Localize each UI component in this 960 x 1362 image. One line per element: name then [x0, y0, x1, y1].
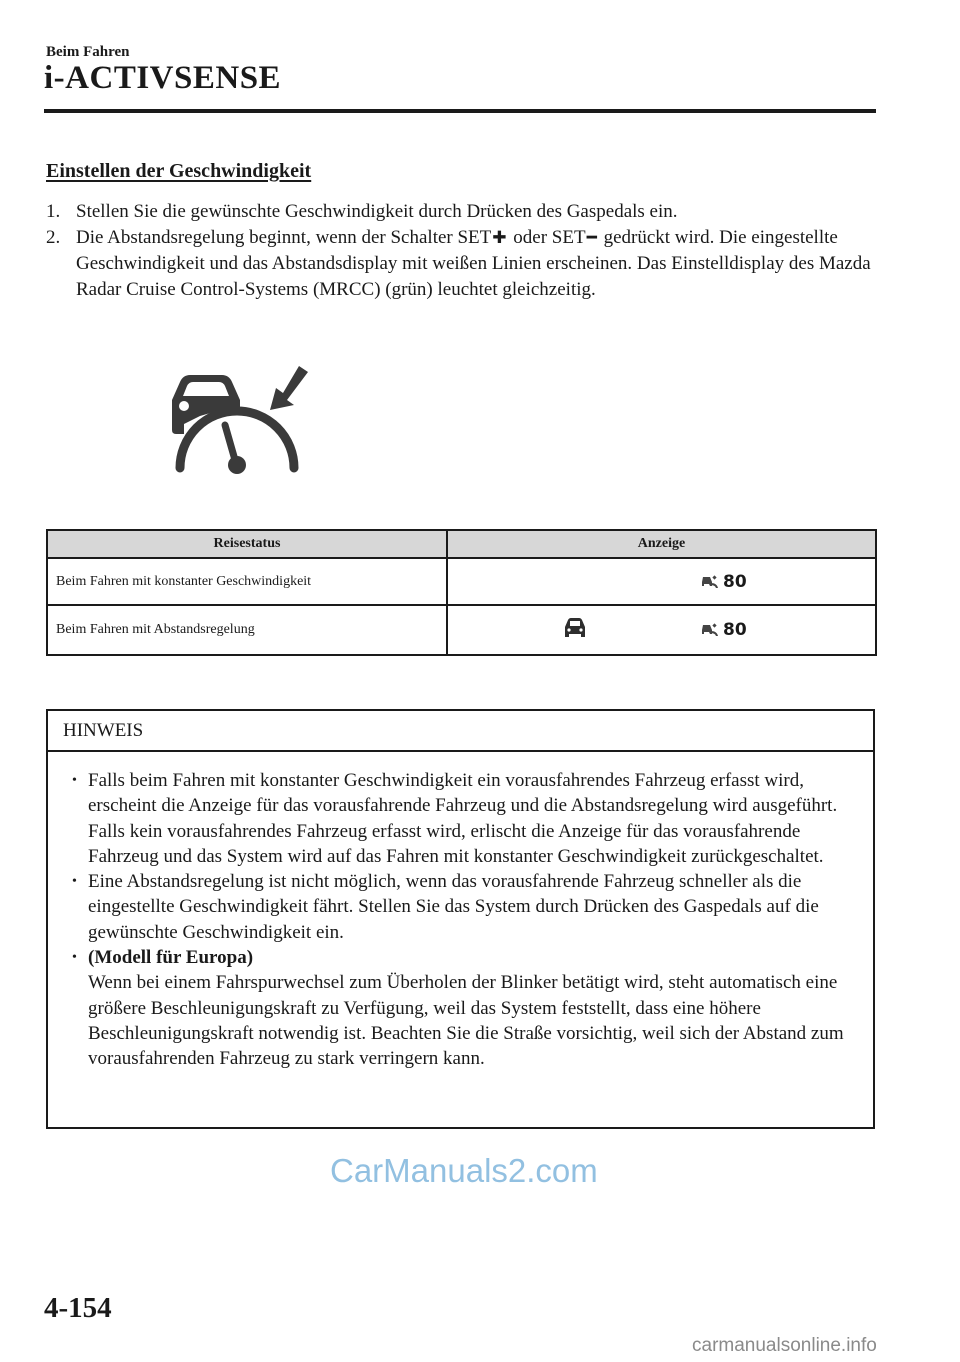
- note-text: Falls beim Fahren mit konstanter Geschwindigkeit ein vorausfahrendes Fahrzeug erfasst wird, erscheint die Anzeige für das vorausfahrende Fahrzeug und die Abstandsregelung wird ausgeführt. Falls kein vorausfahrendes Fahrzeug erfasst wird, erlischt die Anzeige für das vorausfahrende Fahrzeug und das System wird auf das Fahren mit konstanter Geschwindigkeit zurückgeschaltet.: [88, 770, 838, 867]
- mrcc-indicator-icon: [152, 360, 312, 485]
- set-speed-display: [701, 620, 747, 640]
- needle-hub: [228, 456, 246, 474]
- mrcc-mini-icon: [701, 574, 719, 590]
- set-plus-icon: ✚: [492, 227, 507, 248]
- note-bold: • (Modell für Europa): [88, 947, 254, 969]
- footer-site: carmanualsonline.info: [692, 1335, 877, 1356]
- note-title: HINWEIS: [48, 711, 873, 752]
- page-number: 4-154: [44, 1292, 112, 1324]
- note-list: [48, 752, 873, 1072]
- display-cell: [447, 605, 876, 655]
- speedometer-tick: [272, 437, 278, 443]
- set-speed-display: [701, 572, 747, 592]
- section-label: Beim Fahren: [46, 44, 130, 60]
- set-speed-value: 80: [723, 571, 747, 592]
- steps-list: [46, 199, 876, 302]
- note-text: Eine Abstandsregelung ist nicht möglich, wenn das vorausfahrende Fahrzeug schneller als die eingestellte Geschwindigkeit fährt. Stellen Sie das System durch Drücken des Gaspedals auf die gewünschte Geschwindigkeit ein.: [88, 871, 819, 943]
- title-rule: [44, 109, 876, 113]
- display-cell: [447, 558, 876, 605]
- step-text: Stellen Sie die gewünschte Geschwindigkeit durch Drücken des Gaspedals ein.: [76, 201, 678, 222]
- note-text: Wenn bei einem Fahrspurwechsel zum Überholen der Blinker betätigt wird, steht automatisch eine größere Beschleunigungskraft zu Verfügung, weil das System feststellt, dass eine höhere Beschleunigungskraft notwendig ist. Beachten Sie die Straße vorsichtig, weil sich der Abstand zum vorausfahrenden Fahrzeug zu stark verringern kann.: [88, 972, 844, 1070]
- list-item: [72, 869, 861, 945]
- column-header-display: Anzeige: [447, 530, 876, 558]
- table-row: [47, 558, 876, 605]
- status-cell: Beim Fahren mit konstanter Geschwindigkeit: [47, 558, 447, 605]
- speedometer-needle: [225, 425, 235, 460]
- step-text-part: Die Abstandsregelung beginnt, wenn der Schalter SET: [76, 226, 492, 248]
- car-headlight: [179, 401, 189, 411]
- status-cell: Beim Fahren mit Abstandsregelung: [47, 605, 447, 655]
- chapter-title: i-ACTIVSENSE: [44, 60, 282, 96]
- pointer-arrow-icon: [270, 366, 308, 410]
- step-number: 2.: [46, 226, 61, 248]
- step-text: [76, 225, 876, 303]
- list-item: [72, 768, 861, 869]
- subheading: Einstellen der Geschwindigkeit: [46, 160, 312, 182]
- note-box: [46, 709, 875, 1129]
- step-text-part: gedrückt wird. Die eingestellte Geschwindigkeit und das Abstandsdisplay mit weißen Linien erscheinen. Das Einstelldisplay des Mazda Radar Cruise Control-Systems (MRCC) (grün) leuchtet gleichzeitig.: [76, 226, 871, 300]
- table-header-row: [47, 530, 876, 558]
- list-item: [72, 945, 861, 1071]
- column-header-status: Reisestatus: [47, 530, 447, 558]
- step-item: [46, 199, 876, 225]
- speedometer-tick: [196, 437, 202, 443]
- set-minus-icon: ━: [586, 227, 597, 248]
- step-text-part: oder SET: [508, 226, 586, 248]
- set-speed-value: 80: [723, 620, 747, 640]
- table-row: [47, 605, 876, 655]
- watermark: CarManuals2.com: [330, 1152, 598, 1189]
- vehicle-ahead-icon: [562, 616, 588, 638]
- mrcc-mini-icon: [701, 622, 719, 638]
- status-table: [46, 529, 877, 656]
- step-item: [46, 225, 876, 303]
- step-number: 1.: [46, 201, 61, 222]
